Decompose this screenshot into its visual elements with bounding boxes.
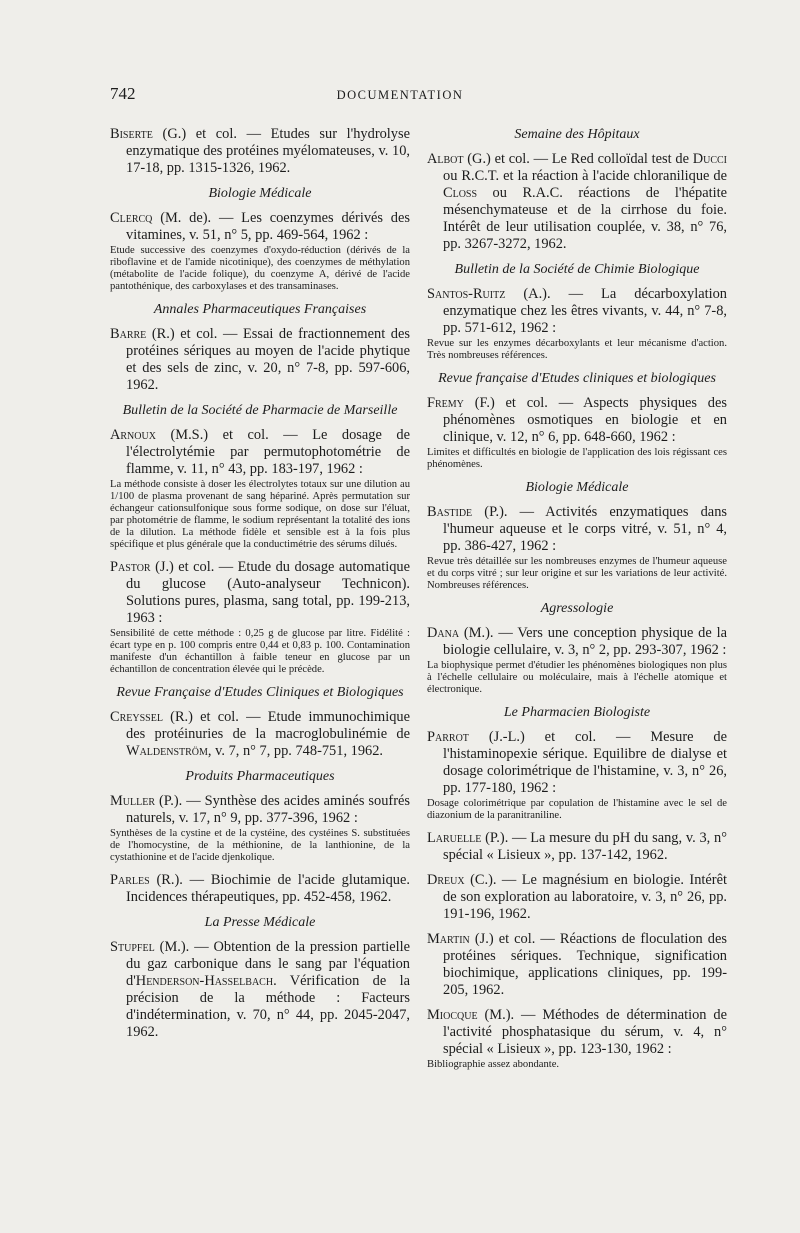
entry-author: Dana	[427, 625, 460, 641]
section-heading: Agressologie	[540, 601, 614, 616]
section-heading: Bulletin de la Société de Pharmacie de Marseille	[122, 403, 398, 418]
entry-text: (M.). — Vers une conception physique de la biologie cellulaire, v. 3, n° 2, pp. 293-307, 1962 :	[443, 625, 727, 658]
page-number: 742	[110, 84, 136, 103]
entry-text: ou R.C.T. et la réaction à l'acide chloranilique de	[443, 168, 727, 184]
entry-text: (J.) et col. — Etude du dosage automatique du glucose (Auto-analyseur Technicon). Solutions pures, plasma, sang total, pp. 199-213, 1963 :	[126, 559, 410, 626]
section-heading: Annales Pharmaceutiques Françaises	[153, 302, 367, 317]
entry-text: (A.). — La décarboxylation enzymatique chez les êtres vivants, v. 44, n° 7-8, pp. 571-612, 1962 :	[443, 286, 727, 336]
section-heading: Biologie Médicale	[525, 480, 629, 495]
entry	[110, 709, 410, 760]
entry-author: Martin	[427, 931, 470, 947]
entry-abstract: Revue sur les enzymes décarboxylants et leur mécanisme d'action. Très nombreuses références.	[427, 338, 727, 361]
entry-text: (M.S.) et col. — Le dosage de l'électrolytémie par permutophotométrie de flamme, v. 11, n° 43, pp. 183-197, 1962 :	[126, 427, 410, 477]
entry	[110, 427, 410, 551]
entry-author: Biserte	[110, 126, 153, 142]
entry-text: (G.) et col. — Etudes sur l'hydrolyse enzymatique des protéines myélomateuses, v. 10, 17-18, pp. 1315-1326, 1962.	[126, 126, 410, 176]
entry-text: . Vérification de la précision de la méthode : Facteurs d'indétermination, v. 70, n° 44, pp. 2045-2047, 1962.	[126, 973, 410, 1040]
entry	[427, 729, 727, 822]
entry	[427, 872, 727, 923]
section-heading: Bulletin de la Société de Chimie Biologique	[454, 262, 700, 277]
entry-author: Pastor	[110, 559, 151, 575]
entry-abstract: Synthèses de la cystine et de la cystéine, des cystéines S. substituées de l'homocystine, de la méthionine, de la lanthionine, de la cystathionine et de l'acide djenkolique.	[110, 828, 410, 863]
entry	[110, 559, 410, 676]
person-name: Waldenström	[126, 743, 208, 759]
entry-text: (J.) et col. — Réactions de floculation des protéines sériques. Technique, signification biochimique, applications cliniques, pp. 199-205, 1962.	[443, 931, 727, 998]
entry-text: (J.-L.) et col. — Mesure de l'histaminopexie sérique. Equilibre de dialyse et dosage colorimétrique de l'histamine, v. 3, n° 26, pp. 177-180, 1962 :	[443, 729, 727, 796]
entry	[427, 151, 727, 253]
entry-text: (G.) et col. — Le Red colloïdal test de	[467, 151, 693, 167]
person-name: Closs	[443, 185, 478, 201]
entry	[110, 793, 410, 864]
entry-author: Barre	[110, 326, 147, 342]
entry-abstract: Revue très détaillée sur les nombreuses enzymes de l'humeur aqueuse et du corps vitré ; sur leur origine et sur les variations de leur activité. Nombreuses références.	[427, 556, 727, 591]
entry-abstract: La méthode consiste à doser les électrolytes totaux sur une dilution au 1/100 de plasma provenant de sang hépariné. Après permutation sur échangeur cationsulfonique sous forme sodique, on dose sur l'éluat, par photométrie de flamme, le sodium représentant la totalité des ions de la dilution. La méthode fidèle et sensible est à la fois plus spécifique et plus générale que la conductimétrie des sérums dilués.	[110, 479, 410, 550]
entry-abstract: Limites et difficultés en biologie de l'application des lois régissant ces phénomènes.	[427, 447, 727, 470]
section-heading: Revue Française d'Etudes Cliniques et Biologiques	[116, 685, 404, 700]
entry-author: Stupfel	[110, 939, 155, 955]
entry-author: Bastide	[427, 504, 473, 520]
section-heading: Biologie Médicale	[208, 186, 312, 201]
person-name: Henderson-Hasselbach	[135, 973, 274, 989]
section-heading: Le Pharmacien Biologiste	[503, 705, 651, 720]
entry	[427, 395, 727, 471]
entry-author: Miocque	[427, 1007, 478, 1023]
entry-text: (M.). — Méthodes de détermination de l'activité phosphatasique du sérum, v. 4, n° spécial « Lisieux », pp. 123-130, 1962 :	[443, 1007, 727, 1057]
entry-text: (R.) et col. — Etude immunochimique des protéinuries de la macroglobulinémie de	[126, 709, 410, 742]
entry-abstract: Dosage colorimétrique par copulation de l'histamine avec le sel de diazonium de la paranitraniline.	[427, 798, 727, 821]
entry-abstract: Bibliographie assez abondante.	[427, 1059, 560, 1070]
entry-author: Santos-Ruitz	[427, 286, 506, 302]
entry-author: Creyssel	[110, 709, 163, 725]
entry-text: (P.). — La mesure du pH du sang, v. 3, n° spécial « Lisieux », pp. 137-142, 1962.	[443, 830, 727, 863]
left-column	[110, 126, 410, 1049]
section-heading: La Presse Médicale	[204, 915, 316, 930]
entry	[427, 1007, 727, 1071]
entry	[427, 931, 727, 999]
entry-author: Laruelle	[427, 830, 482, 846]
running-head: DOCUMENTATION	[336, 88, 464, 102]
section-heading: Produits Pharmaceutiques	[185, 769, 335, 784]
entry-text: (P.). — Activités enzymatiques dans l'humeur aqueuse et le corps vitré, v. 51, n° 4, pp. 386-427, 1962 :	[443, 504, 727, 554]
entry-text: (R.). — Biochimie de l'acide glutamique. Incidences thérapeutiques, pp. 452-458, 1962.	[126, 872, 410, 905]
person-name: Ducci	[692, 151, 728, 167]
right-column	[427, 126, 727, 1079]
entry	[110, 872, 410, 906]
entry-author: Parrot	[427, 729, 469, 745]
entry-text: (C.). — Le magnésium en biologie. Intérêt de son exploration au laboratoire, v. 3, n° 26, pp. 191-196, 1962.	[443, 872, 727, 922]
section-heading: Semaine des Hôpitaux	[514, 127, 640, 142]
entry-abstract: Sensibilité de cette méthode : 0,25 g de glucose par litre. Fidélité : écart type en p. 100 compris entre 0,44 et 0,83 p. 100. Contamination manifeste d'un échantillon à faible teneur en glucose par un échantillon de concentration élevée qui le précède.	[110, 628, 410, 675]
entry-abstract: Etude successive des coenzymes d'oxydo-réduction (dérivés de la riboflavine et de l'amide nicotinique), des coenzymes de méthylation (métabolite de l'acide folique), du coenzyme A, dérivé de l'acide pantothénique, des carboxylases et des transaminases.	[110, 245, 410, 292]
entry-text: (R.) et col. — Essai de fractionnement des protéines sériques au moyen de l'acide phytique et des sels de zinc, v. 20, n° 7-8, pp. 597-606, 1962.	[126, 326, 410, 393]
entry	[110, 210, 410, 293]
section-heading: Revue française d'Etudes cliniques et biologiques	[438, 371, 716, 386]
entry-author: Muller	[110, 793, 156, 809]
entry-abstract: La biophysique permet d'étudier les phénomènes biologiques non plus à l'échelle cellulaire ou moléculaire, mais à l'échelle atomique et électronique.	[427, 660, 727, 695]
entry	[427, 286, 727, 362]
entry-author: Parles	[110, 872, 150, 888]
entry-text: (M.). — Obtention de la pression partielle du gaz carbonique dans le sang par l'équation d'	[126, 939, 410, 989]
entry-author: Albot	[427, 151, 464, 167]
entry-text: (P.). — Synthèse des acides aminés soufrés naturels, v. 17, n° 9, pp. 377-396, 1962 :	[126, 793, 410, 826]
entry	[110, 326, 410, 394]
entry	[110, 939, 410, 1041]
entry	[427, 830, 727, 864]
entry-text: (M. de). — Les coenzymes dérivés des vitamines, v. 51, n° 5, pp. 469-564, 1962 :	[126, 210, 410, 243]
entry-text: ou R.A.C. réactions de l'hépatite mésenchymateuse et de la cirrhose du foie. Intérêt de leur utilisation couplée, v. 38, n° 76, pp. 3267-3272, 1962.	[443, 185, 727, 252]
entry	[427, 504, 727, 592]
entry-text: , v. 7, n° 7, pp. 748-751, 1962.	[207, 743, 384, 759]
entry-author: Fremy	[427, 395, 464, 411]
entry-text: (F.) et col. — Aspects physiques des phénomènes osmotiques en biologie et en clinique, v. 12, n° 6, pp. 648-660, 1962 :	[443, 395, 727, 445]
entry-author: Clercq	[110, 210, 153, 226]
entry	[427, 625, 727, 696]
entry	[110, 126, 410, 177]
entry-author: Dreux	[427, 872, 465, 888]
entry-author: Arnoux	[110, 427, 156, 443]
